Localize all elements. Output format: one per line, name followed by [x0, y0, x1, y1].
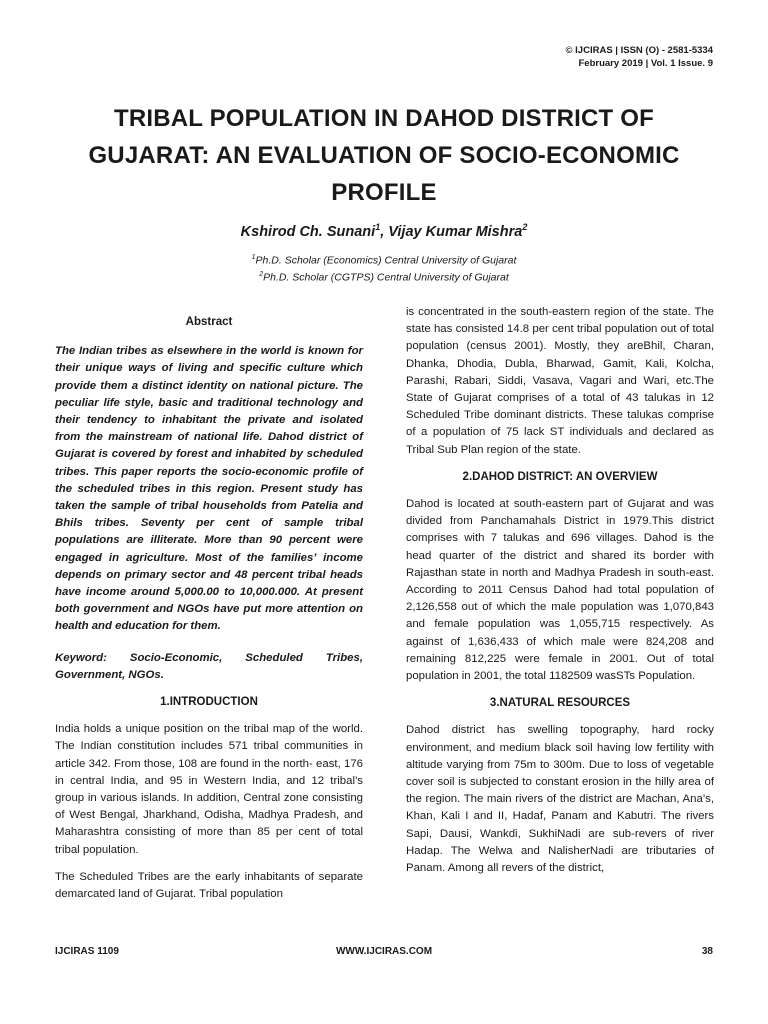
affiliation-2-sup: 2 [259, 271, 264, 278]
abstract-heading: Abstract [185, 316, 233, 328]
journal-issue: February 2019 | Vol. 1 Issue. 9 [578, 58, 713, 69]
intro-paragraph-2-continued: is concentrated in the south-eastern region of the state. The state has consisted 14.8 per cent tribal population out of total population (census 2001). Mostly, they areBhil, Charan, Dhanka, Dhodia, Dubla, Bharwad, Gamit, Kali, Kolcha, Parashi, Rabari, Siddi, Vasava, Vagari and Wari, etc.The State of Gujarat comprises of a total of 43 talukas in 12 Scheduled Tribe dominant districts. These talukas comprise of a population of 75 lack ST individuals and declared as Tribal Sub Plan region of the state. [406, 306, 714, 456]
author-separator: , [380, 223, 389, 240]
author-line [0, 222, 768, 240]
dahod-paragraph: Dahod is located at south-eastern part of Gujarat and was divided from Panchamahals District in 1979.This district comprises with 7 talukas and 696 villages. Dahod is the head quarter of the district and shared its border with Rajasthan state in north and Madhya Pradesh in south-east. According to 2011 Census Dahod had total population of 2,126,558 out of which the male population was 1,070,843 and female population was 1,055,715 respectively. As against of 1,636,433 of which male were 824,208 and remaining 812,225 were female in 2001. Out of total population in 2001, the total 1182509 wasSTs Population. [406, 498, 714, 683]
author-2: Vijay Kumar Mishra [388, 223, 523, 240]
journal-header [566, 44, 713, 70]
affiliation-1-sup: 1 [251, 254, 256, 261]
affiliation-1-text: Ph.D. Scholar (Economics) Central University of Gujarat [255, 254, 517, 267]
affiliation-2 [0, 271, 768, 284]
author-1-sup: 1 [375, 222, 381, 232]
affiliation-2-text: Ph.D. Scholar (CGTPS) Central University of Gujarat [263, 271, 509, 284]
footer-article-id: IJCIRAS 1109 [55, 946, 119, 957]
keywords: Keyword: Socio-Economic, Scheduled Tribes, Government, NGOs. [55, 651, 363, 681]
intro-paragraph-1: India holds a unique position on the tribal map of the world. The Indian constitution includes 571 tribal communities in article 342. From those, 108 are found in the north- east, 176 in central India, and 95 in Western India, and 12 tribal’s group in various islands. In addition, Central zone consisting of West Bengal, Jharkhand, Odisha, Madhya Pradesh, and Maharashtra consisting of more than 85 per cent of total tribal population. [55, 723, 363, 856]
intro-heading: 1.INTRODUCTION [160, 696, 258, 709]
abstract-text: The Indian tribes as elsewhere in the world is known for their unique ways of living and specific culture which provide them a distinct identity on national picture. The peculiar life style, basic and traditional technology and their tendency to inhabitant the private and isolated from the mainstream of national life. Dahod district of Gujarat is covered by forest and inhabited by scheduled tribes. This paper reports the socio-economic profile of the scheduled tribes in this region. Present study has taken the sample of tribal households from Patelia and Bhils tribes. Seventy per cent of sample tribal populations are illiterate. More than 90 percent were engaged in agriculture. Most of the families’ income depends on primary sector and 48 percent tribal heads have income around 5,000.00 to 10,000.000. At present both government and NGOs have put more attention on health and education for them. [55, 345, 363, 633]
dahod-heading: 2.DAHOD DISTRICT: AN OVERVIEW [462, 470, 658, 483]
resources-heading: 3.NATURAL RESOURCES [489, 697, 631, 710]
paper-title: TRIBAL POPULATION IN DAHOD DISTRICT OF GUJARAT: AN EVALUATION OF SOCIO-ECONOMIC PROFILE [88, 105, 680, 206]
author-2-sup: 2 [522, 222, 528, 232]
affiliation-1 [0, 254, 768, 267]
page-number: 38 [701, 946, 713, 957]
journal-issn: © IJCIRAS | ISSN (O) - 2581-5334 [565, 45, 713, 56]
left-column [55, 308, 363, 913]
right-column [406, 304, 714, 887]
intro-paragraph-2: The Scheduled Tribes are the early inhabitants of separate demarcated land of Gujarat. Tribal population [55, 870, 363, 901]
resources-paragraph: Dahod district has swelling topography, hard rocky environment, and medium black soil having low fertility with altitude varying from 75m to 300m. Due to loss of vegetable cover soil is subjected to constant erosion in the hilly area of the region. The main rivers of the district are Machan, Ana’s, Khan, Kali I and II, Hadaf, Panam and Kabutri. The rivers Sapi, Dausi, Wankdi, SukhiNadi are sub-revers of river Hadap. The Welwa and NalisherNadi are tributaries of Panam. Among all revers of the district, [406, 724, 714, 875]
footer-website-link[interactable]: WWW.IJCIRAS.COM [335, 946, 433, 957]
author-1: Kshirod Ch. Sunani [240, 223, 376, 240]
